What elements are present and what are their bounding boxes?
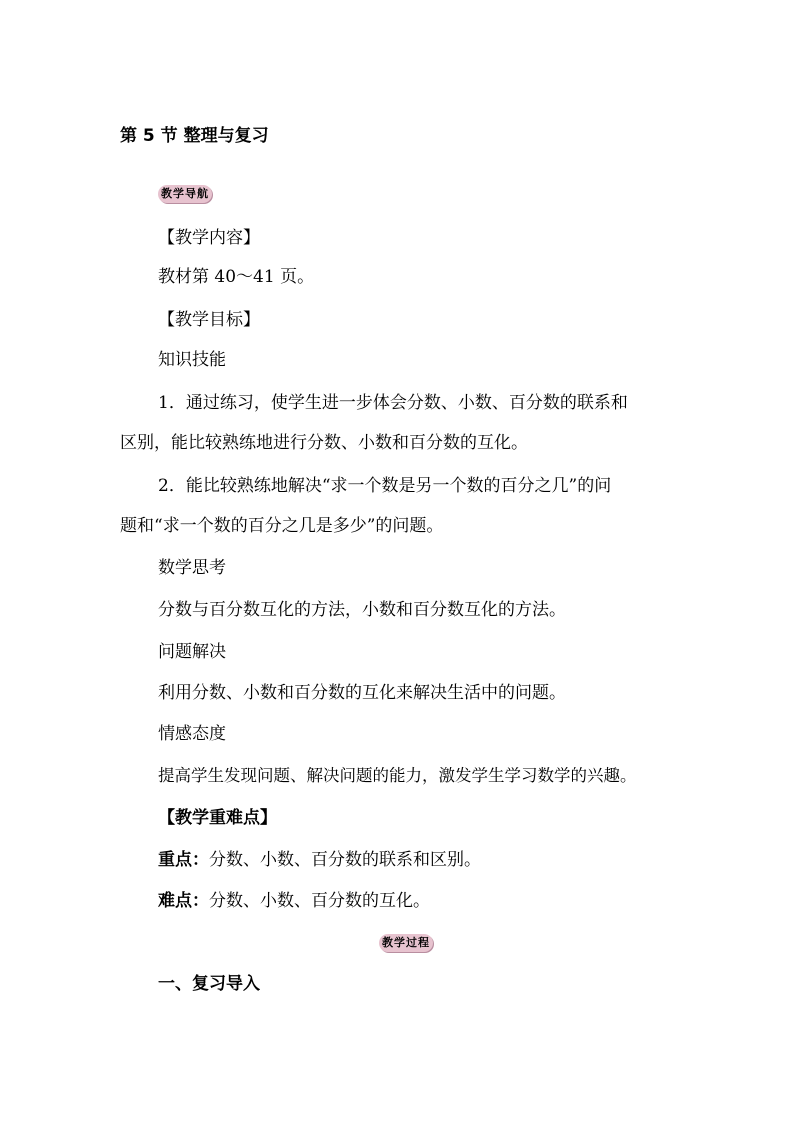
goal-1-line-2: 区别，能比较熟练地进行分数、小数和百分数的互化。: [120, 433, 528, 453]
key-point-row: [158, 848, 481, 872]
goal-2-line-1: 2．能比较熟练地解决“求一个数是另一个数的百分之几”的问: [158, 476, 612, 496]
section-review-intro: 一、复习导入: [158, 974, 260, 994]
math-thinking-label: 数学思考: [158, 558, 226, 578]
teaching-content-label: 【教学内容】: [158, 228, 260, 248]
emotion-attitude-label: 情感态度: [158, 724, 226, 744]
difficulty-label: 难点：: [158, 891, 209, 911]
math-thinking-text: 分数与百分数互化的方法，小数和百分数互化的方法。: [158, 600, 566, 620]
goal-1-line-1: 1．通过练习，使学生进一步体会分数、小数、百分数的联系和: [158, 393, 628, 413]
knowledge-skills-label: 知识技能: [158, 350, 226, 370]
difficulty-row: [158, 889, 430, 913]
teaching-process-badge: 教学过程: [379, 934, 433, 952]
emotion-attitude-text: 提高学生发现问题、解决问题的能力，激发学生学习数学的兴趣。: [158, 766, 637, 785]
teaching-goals-label: 【教学目标】: [158, 310, 260, 330]
key-point-text: 分数、小数、百分数的联系和区别。: [209, 850, 481, 870]
goal-2-line-2: 题和“求一个数的百分之几是多少”的问题。: [120, 516, 444, 536]
problem-solving-label: 问题解决: [158, 642, 226, 662]
teaching-navigation-badge: 教学导航: [158, 185, 212, 203]
key-point-label: 重点：: [158, 850, 209, 870]
teaching-content-text: 教材第 40～41 页。: [158, 267, 315, 287]
key-difficulty-label: 【教学重难点】: [158, 808, 277, 828]
problem-solving-text: 利用分数、小数和百分数的互化来解决生活中的问题。: [158, 683, 566, 703]
difficulty-text: 分数、小数、百分数的互化。: [209, 891, 430, 911]
page-title: 第 5 节 整理与复习: [120, 126, 269, 146]
